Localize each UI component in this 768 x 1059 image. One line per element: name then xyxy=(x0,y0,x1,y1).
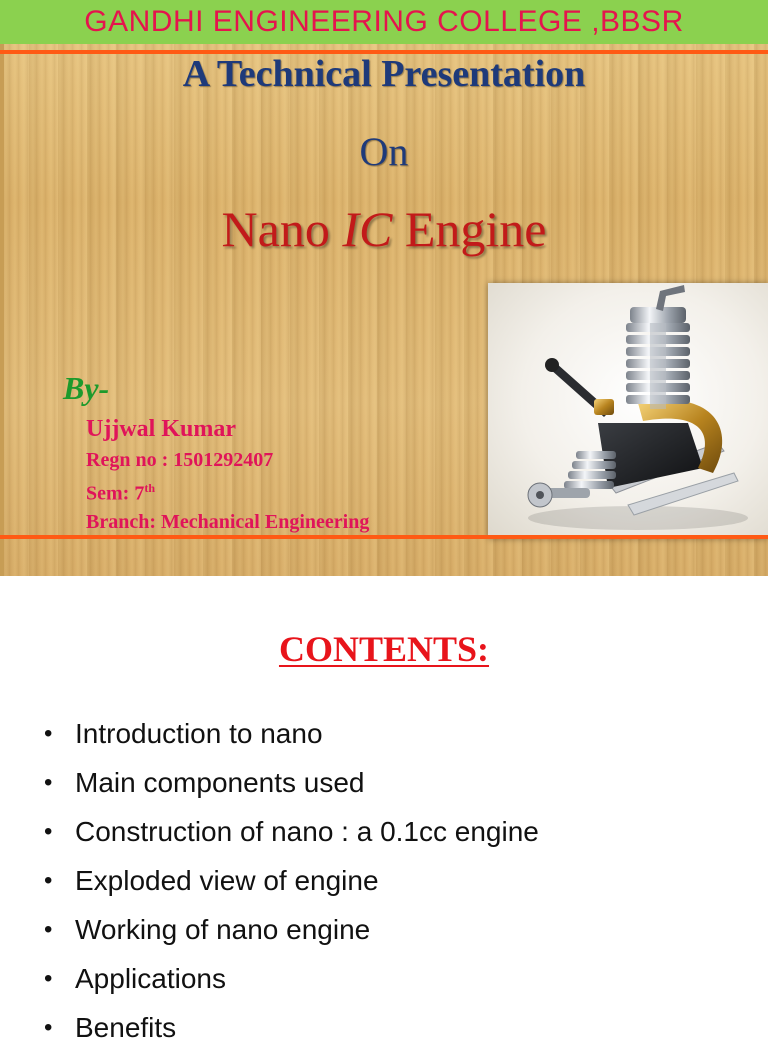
list-item-text: Introduction to nano xyxy=(75,718,323,749)
contents-heading: CONTENTS: xyxy=(278,629,490,669)
topic-word-nano: Nano xyxy=(221,201,330,257)
college-banner xyxy=(0,0,768,44)
topic-word-ic: IC xyxy=(342,201,393,257)
list-item xyxy=(44,814,539,863)
bullet-icon: • xyxy=(44,867,53,894)
list-item-text: Exploded view of engine xyxy=(75,865,379,896)
nano-engine-icon xyxy=(488,283,768,539)
list-item xyxy=(44,765,539,814)
list-item-text: Main components used xyxy=(75,767,365,798)
topic-title xyxy=(0,200,768,258)
list-item-text: Benefits xyxy=(75,1012,177,1043)
list-item xyxy=(44,716,539,765)
list-item-text: Working of nano engine xyxy=(75,914,371,945)
slide-left-edge xyxy=(0,44,4,576)
bullet-icon: • xyxy=(44,769,53,796)
topic-word-engine: Engine xyxy=(404,201,547,257)
semester-suffix: th xyxy=(144,481,155,495)
list-item xyxy=(44,1010,539,1059)
list-item xyxy=(44,912,539,961)
bullet-icon: • xyxy=(44,916,53,943)
semester-label: Sem: 7 xyxy=(86,482,145,505)
author-regn: Regn no : 1501292407 xyxy=(86,449,274,471)
contents-list xyxy=(44,716,539,1059)
list-item-text: Applications xyxy=(75,963,226,994)
bullet-icon: • xyxy=(44,1014,53,1041)
author-semester xyxy=(86,481,155,506)
bullet-icon: • xyxy=(44,965,53,992)
contents-slide xyxy=(0,576,768,1043)
nano-engine-photo xyxy=(488,283,768,539)
author-name: Ujjwal Kumar xyxy=(86,416,236,442)
title-on: On xyxy=(359,129,409,174)
bullet-icon: • xyxy=(44,818,53,845)
bottom-rule-divider xyxy=(0,535,768,539)
author-branch: Branch: Mechanical Engineering xyxy=(86,511,370,533)
list-item xyxy=(44,961,539,1010)
list-item-text: Construction of nano : a 0.1cc engine xyxy=(75,816,539,847)
by-label: By- xyxy=(63,370,110,406)
list-item xyxy=(44,863,539,912)
presentation-title: A Technical Presentation xyxy=(182,53,586,95)
bullet-icon: • xyxy=(44,720,53,747)
college-name: GANDHI ENGINEERING COLLEGE ,BBSR xyxy=(84,5,684,38)
